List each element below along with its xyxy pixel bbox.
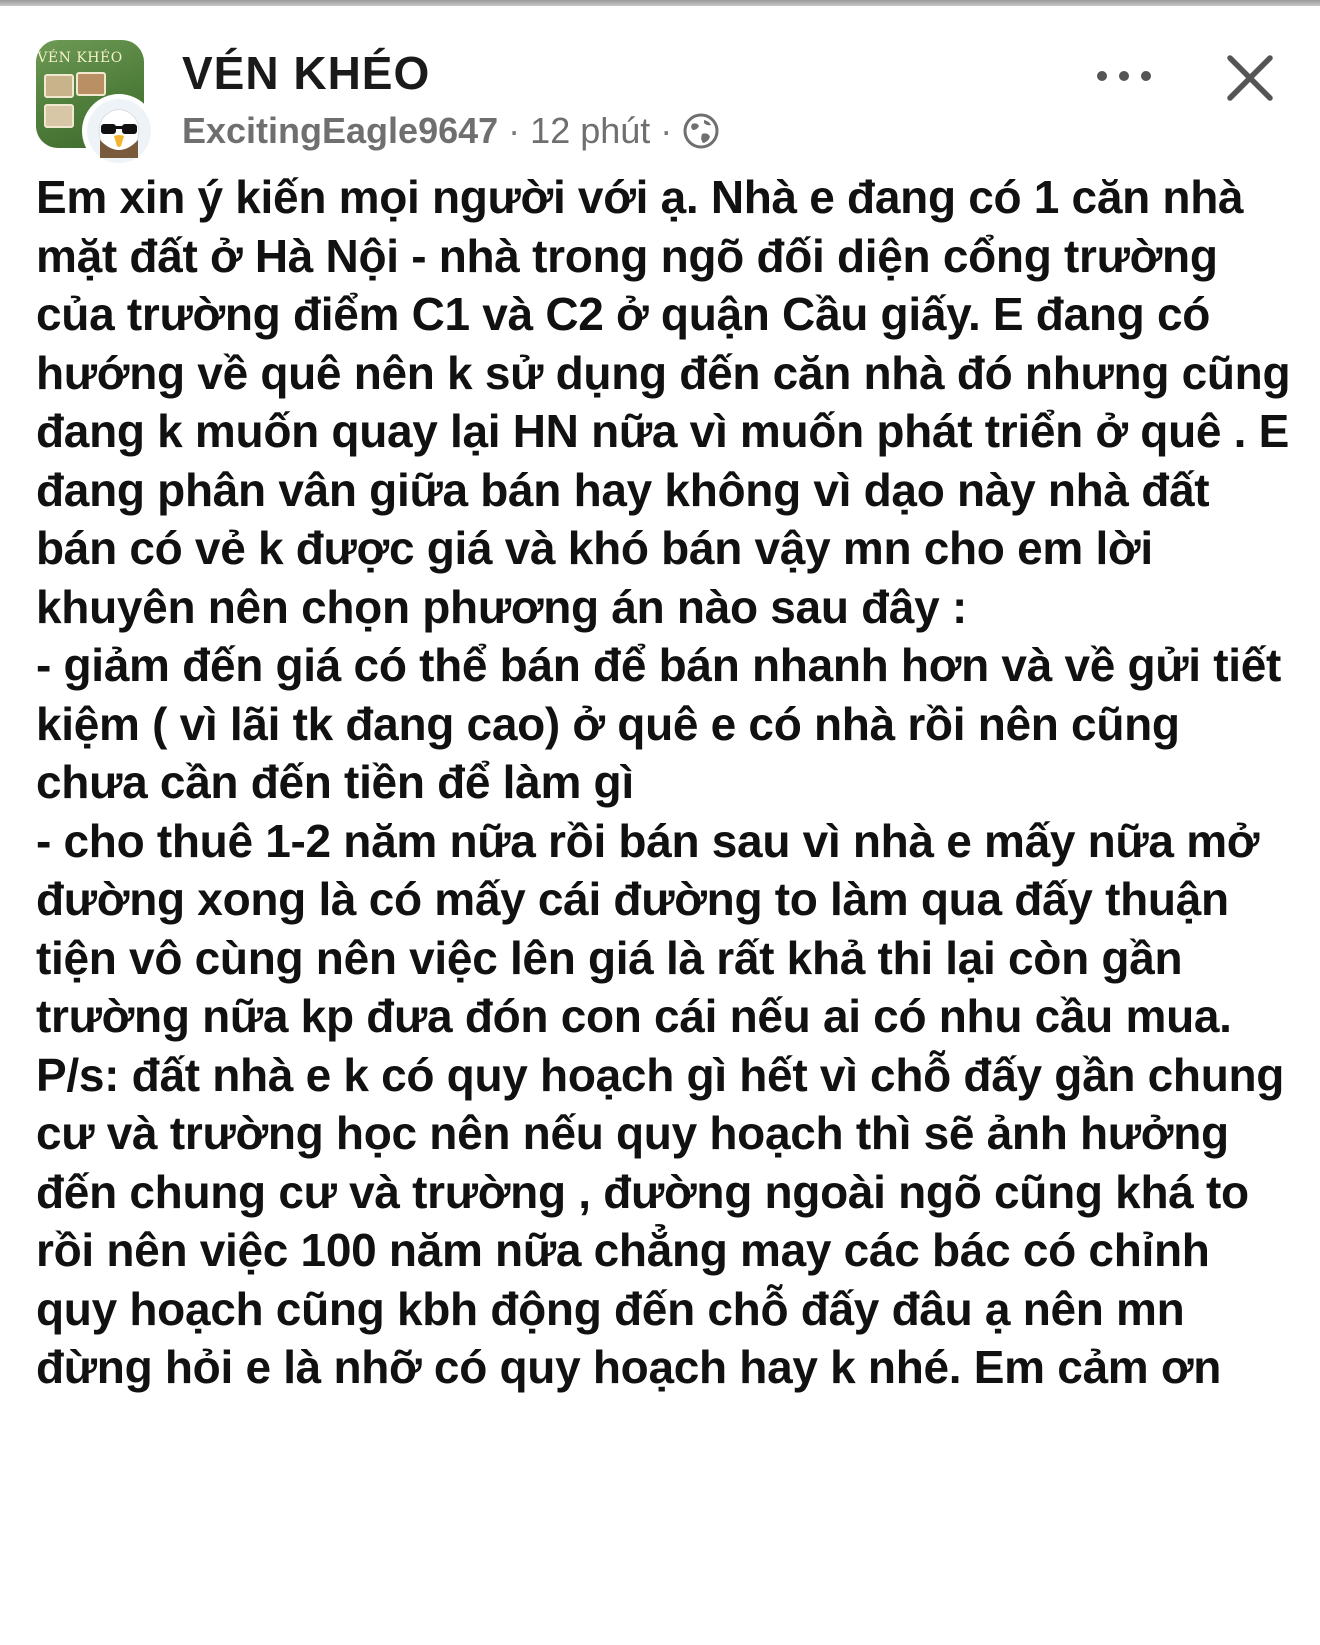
close-icon	[1222, 50, 1278, 106]
post-meta	[182, 109, 720, 153]
close-button[interactable]	[1222, 50, 1278, 106]
group-avatar-thumbnail	[44, 74, 74, 98]
group-name[interactable]: VÉN KHÉO	[182, 47, 431, 99]
globe-icon	[682, 112, 720, 150]
post-header	[0, 6, 1320, 156]
eagle-sunglasses-avatar-icon	[86, 98, 152, 164]
more-options-button[interactable]	[1088, 56, 1160, 96]
meta-separator: ·	[660, 110, 673, 151]
meta-separator: ·	[508, 110, 521, 151]
group-avatar-title: VÉN KHÉO	[37, 50, 123, 66]
more-horizontal-icon	[1088, 56, 1160, 96]
user-avatar[interactable]	[82, 94, 156, 168]
post-body-text: Em xin ý kiến mọi người với ạ. Nhà e đang có 1 căn nhà mặt đất ở Hà Nội - nhà trong ngõ đối diện cổng trường của trường điểm C1 và C2 ở quận Cầu giấy. E đang có hướng về quê nên k sử dụng đến căn nhà đó nhưng cũng đang k muốn quay lại HN nữa vì muốn phát triển ở quê . E đang phân vân giữa bán hay không vì dạo này nhà đất bán có vẻ k được giá và khó bán vậy mn cho em lời khuyên nên chọn phương án nào sau đây : - giảm đến giá có thể bán để bán nhanh hơn và về gửi tiết kiệm ( vì lãi tk đang cao) ở quê e có nhà rồi nên cũng chưa cần đến tiền để làm gì - cho thuê 1-2 năm nữa rồi bán sau vì nhà e mấy nữa mở đường xong là có mấy cái đường to làm qua đấy thuận tiện vô cùng nên việc lên giá là rất khả thi lại còn gần trường nữa kp đưa đón con cái nếu ai có nhu cầu mua. P/s: đất nhà e k có quy hoạch gì hết vì chỗ đấy gần chung cư và trường học nên nếu quy hoạch thì sẽ ảnh hưởng đến chung cư và trường , đường ngoài ngõ cũng khá to rồi nên việc 100 năm nữa chẳng may các bác có chỉnh quy hoạch cũng kbh động đến chỗ đấy đâu ạ nên mn đừng hỏi e là nhỡ có quy hoạch hay k nhé. Em cảm ơn	[36, 171, 1291, 1393]
author-name[interactable]: ExcitingEagle9647	[182, 110, 499, 151]
post-time[interactable]: 12 phút	[530, 110, 651, 151]
group-avatar-thumbnail	[76, 72, 106, 96]
group-avatar-thumbnail	[44, 104, 74, 128]
